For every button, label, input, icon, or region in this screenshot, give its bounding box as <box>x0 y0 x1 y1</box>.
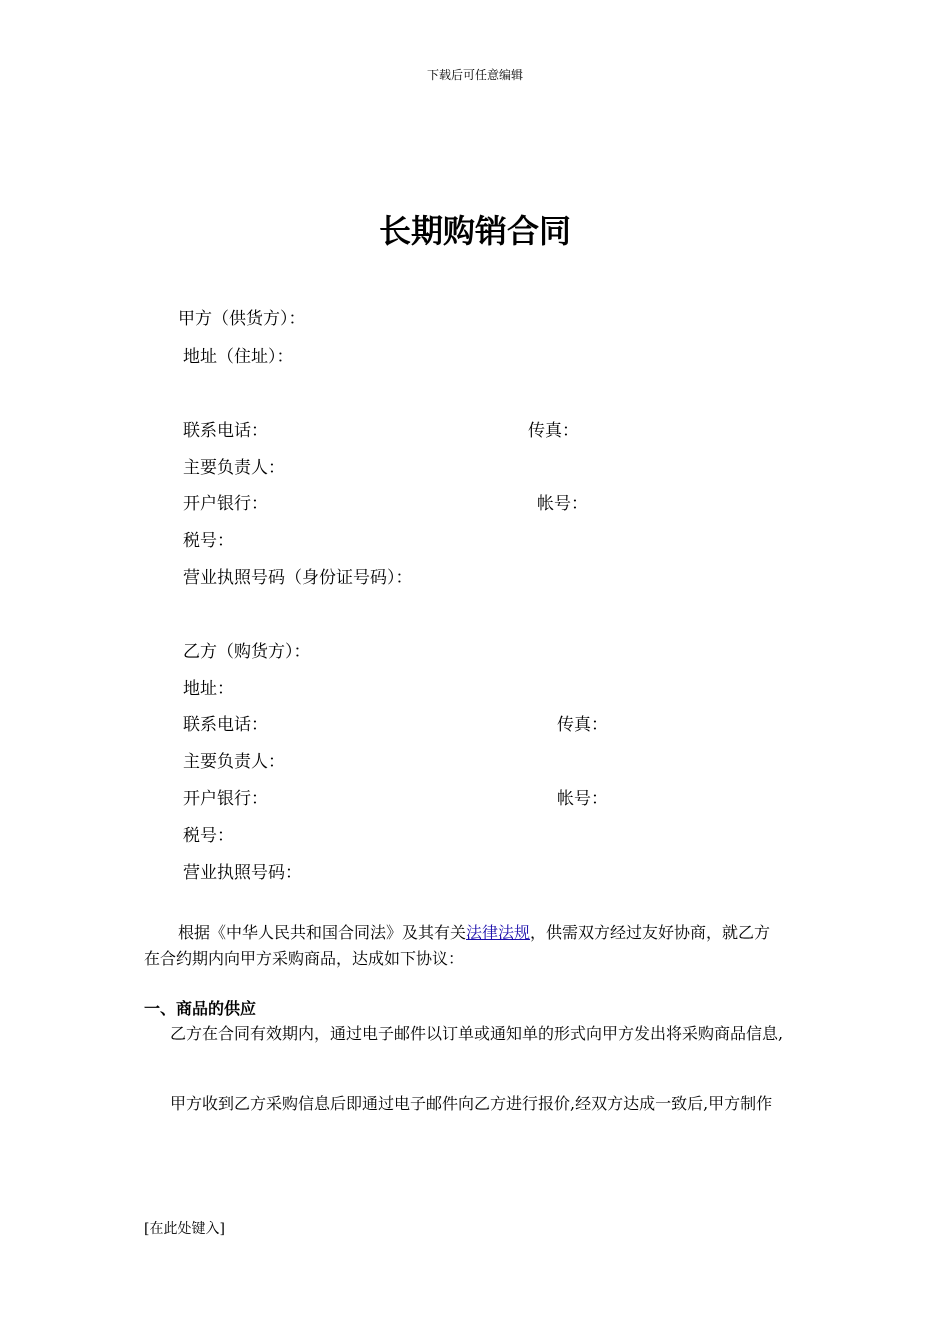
party-b-license: 营业执照号码： <box>183 863 302 883</box>
party-a-contact: 主要负责人： <box>183 458 285 478</box>
party-b-account: 帐号： <box>557 789 608 809</box>
page-header: 下载后可任意编辑 <box>426 68 523 82</box>
page-footer: [在此处键入] <box>144 1221 225 1237</box>
section-1-para-1: 乙方在合同有效期内，通过电子邮件以订单或通知单的形式向甲方发出将采购商品信息, <box>170 1024 784 1043</box>
intro-text-1: 根据《中华人民共和国合同法》及其有关 <box>178 923 467 942</box>
party-a-phone: 联系电话： <box>183 421 268 441</box>
intro-line-1 <box>178 920 770 943</box>
intro-text-2: ，供需双方经过友好协商，就乙方 <box>530 923 771 942</box>
party-a-fax: 传真： <box>528 421 579 441</box>
law-link[interactable]: 法律法规 <box>466 923 531 942</box>
section-1-para-2: 甲方收到乙方采购信息后即通过电子邮件向乙方进行报价,经双方达成一致后,甲方制作 <box>170 1094 773 1113</box>
section-1-heading: 一、商品的供应 <box>144 999 257 1018</box>
party-b-contact: 主要负责人： <box>183 752 285 772</box>
party-a-license: 营业执照号码（身份证号码）： <box>183 568 413 588</box>
party-a-tax: 税号： <box>183 531 234 551</box>
party-b-phone: 联系电话： <box>183 715 268 735</box>
party-a-address: 地址（住址）： <box>183 347 294 367</box>
party-b-bank: 开户银行： <box>183 789 268 809</box>
party-a-account: 帐号： <box>537 494 588 514</box>
party-b-label: 乙方（购货方）： <box>183 642 311 662</box>
party-b-address: 地址： <box>183 679 234 699</box>
party-b-fax: 传真： <box>557 715 608 735</box>
party-a-label: 甲方（供货方）： <box>178 309 306 329</box>
party-a-bank: 开户银行： <box>183 494 268 514</box>
party-b-tax: 税号： <box>183 826 234 846</box>
document-title: 长期购销合同 <box>378 212 571 250</box>
intro-line-2: 在合约期内向甲方采购商品，达成如下协议： <box>144 949 465 968</box>
